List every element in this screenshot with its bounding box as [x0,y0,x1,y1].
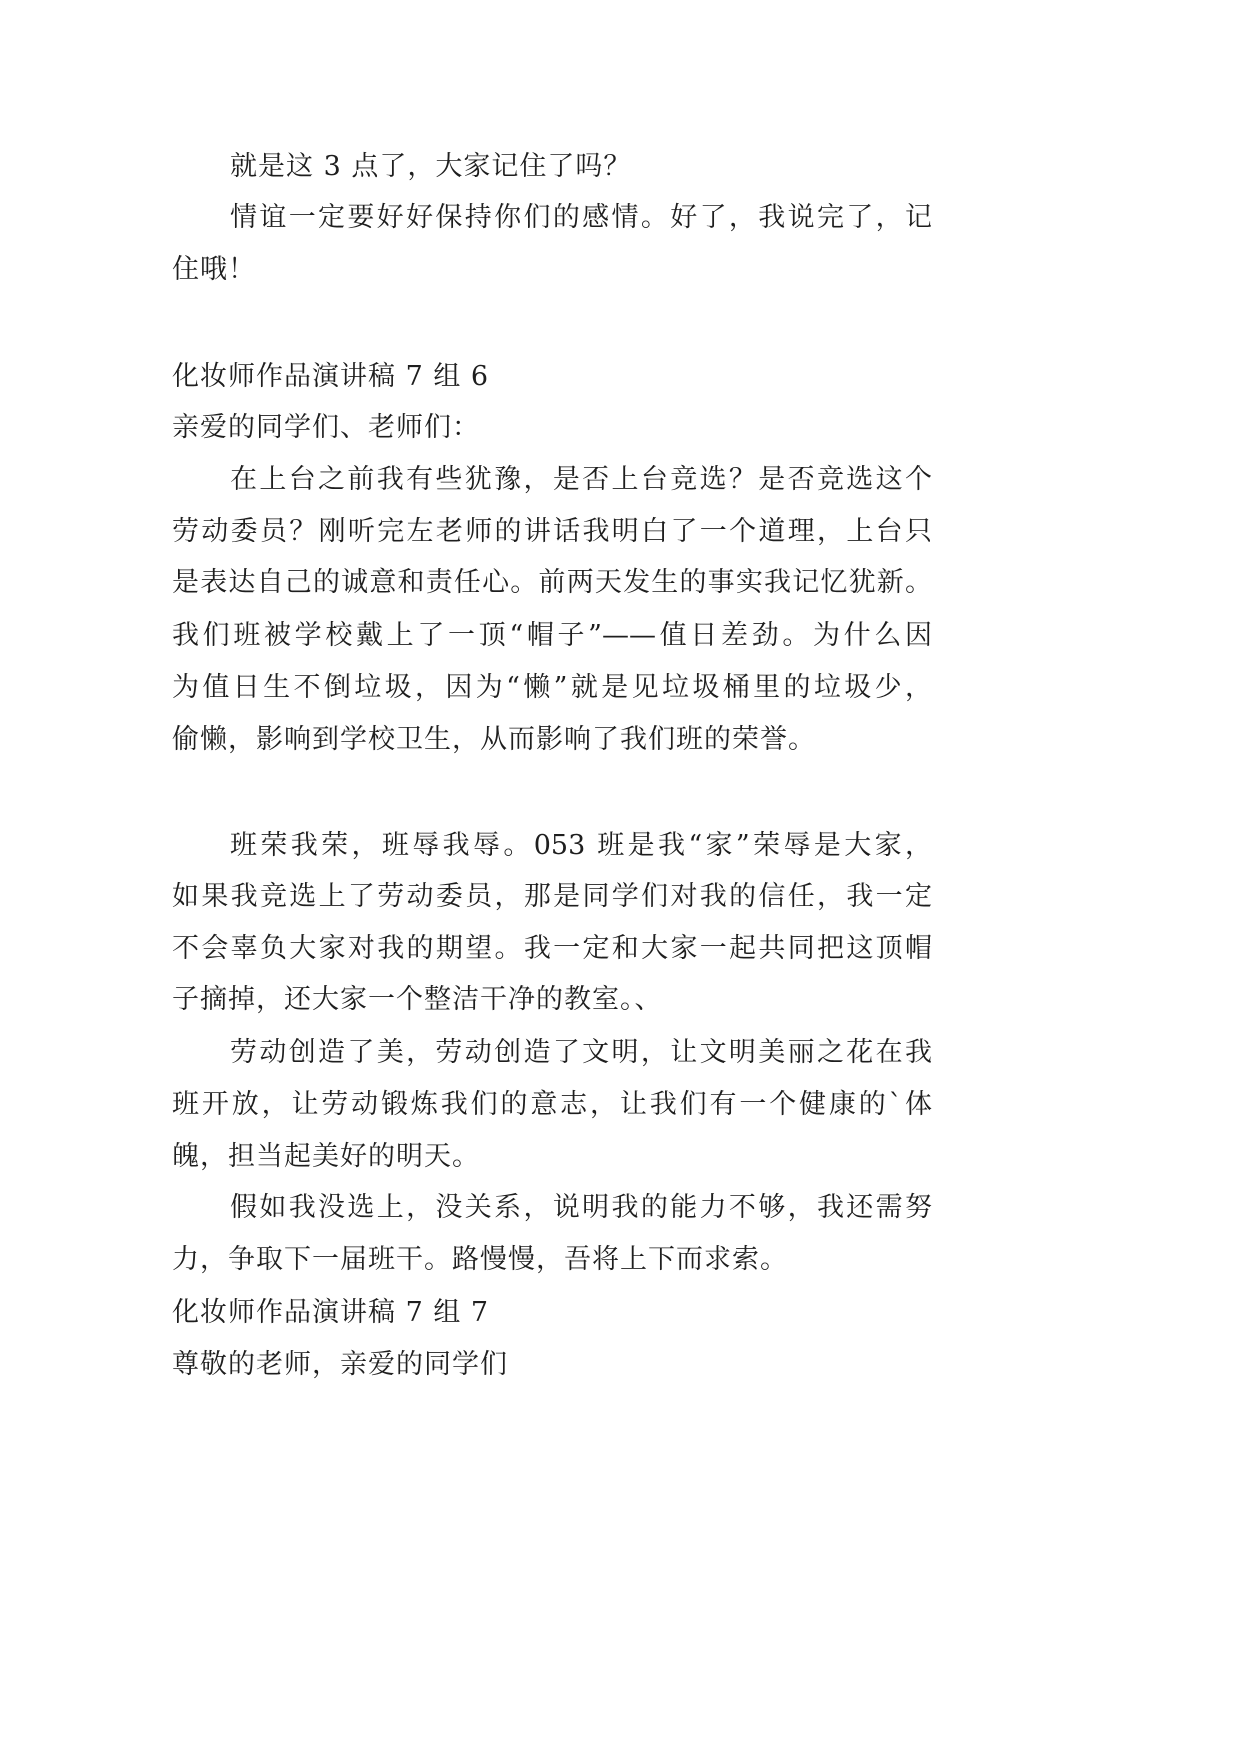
section-6-heading: 化妆师作品演讲稿 7 组 6 [172,361,490,392]
section-7-salutation: 尊敬的老师，亲爱的同学们 [172,1349,508,1380]
section-7-heading: 化妆师作品演讲稿 7 组 7 [172,1297,490,1328]
section-6-paragraph-2-line-4: 子摘掉，还大家一个整洁干净的教室。、 [172,984,663,1015]
section-6-paragraph-2-line-2: 如果我竞选上了劳动委员，那是同学们对我的信任，我一定 [172,881,932,912]
section-6-paragraph-1-line-6: 偷懒，影响到学校卫生，从而影响了我们班的荣誉。 [172,724,816,755]
section-6-paragraph-4-line-2: 力，争取下一届班干。路慢慢，吾将上下而求索。 [172,1244,788,1275]
intro-paragraph-2-line-2: 住哦！ [172,254,256,285]
section-6-paragraph-1-line-4: 我们班被学校戴上了一顶“帽子”——值日差劲。为什么因 [172,620,932,651]
intro-paragraph-2-line-1: 情谊一定要好好保持你们的感情。好了，我说完了，记 [230,202,932,233]
section-6-paragraph-3-line-1: 劳动创造了美，劳动创造了文明，让文明美丽之花在我 [230,1037,932,1068]
section-6-paragraph-2-line-3: 不会辜负大家对我的期望。我一定和大家一起共同把这顶帽 [172,933,932,964]
section-6-salutation: 亲爱的同学们、老师们： [172,412,480,443]
section-6-paragraph-3-line-2: 班开放，让劳动锻炼我们的意志，让我们有一个健康的`体 [172,1089,932,1120]
section-6-paragraph-2-line-1: 班荣我荣，班辱我辱。053 班是我“家”荣辱是大家， [230,830,932,861]
section-6-paragraph-1-line-3: 是表达自己的诚意和责任心。前两天发生的事实我记忆犹新。 [172,567,932,598]
section-6-paragraph-1-line-5: 为值日生不倒垃圾，因为“懒”就是见垃圾桶里的垃圾少， [172,672,932,703]
section-6-paragraph-1-line-1: 在上台之前我有些犹豫，是否上台竞选？是否竞选这个 [230,464,932,495]
section-6-paragraph-3-line-3: 魄，担当起美好的明天。 [172,1141,480,1172]
intro-paragraph-1-line-1: 就是这 3 点了，大家记住了吗？ [230,151,632,182]
section-6-paragraph-1-line-2: 劳动委员？刚听完左老师的讲话我明白了一个道理，上台只 [172,516,932,547]
section-6-paragraph-4-line-1: 假如我没选上，没关系，说明我的能力不够，我还需努 [230,1192,932,1223]
